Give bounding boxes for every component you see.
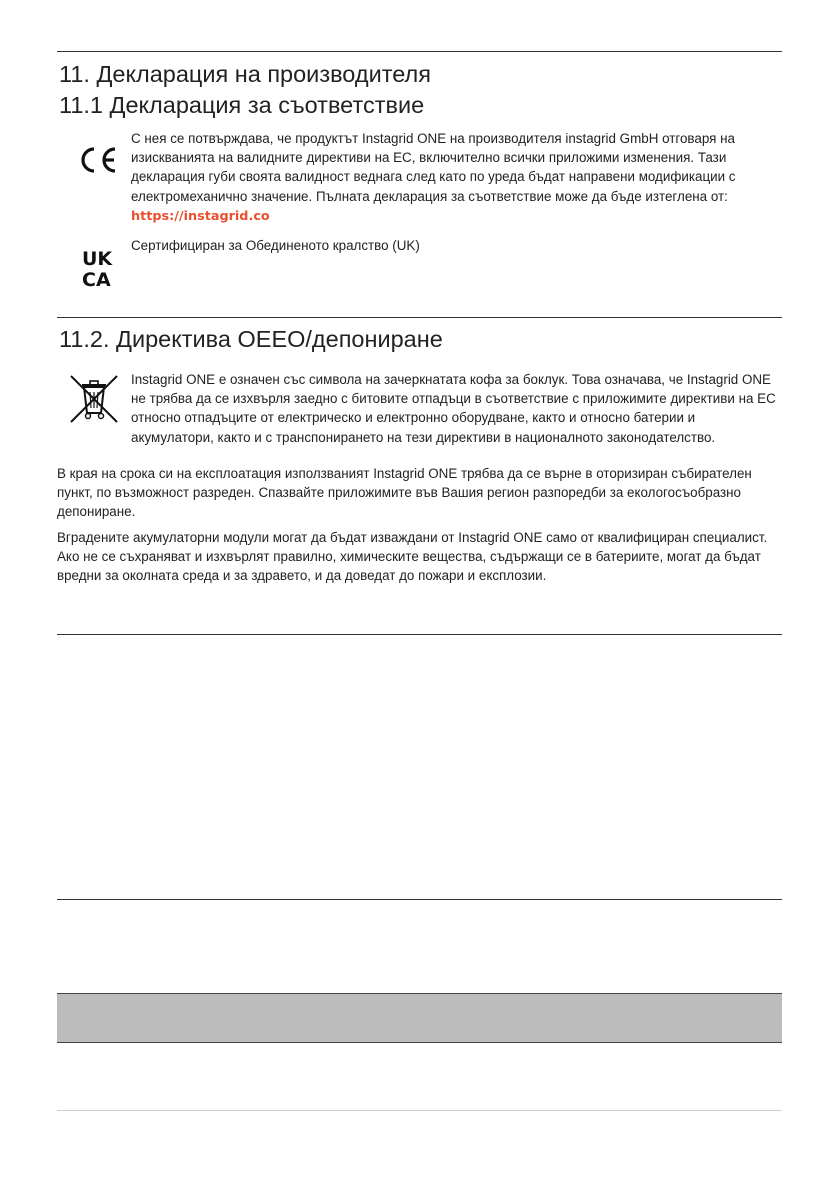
declaration-link[interactable]: https://instagrid.co (131, 208, 270, 224)
grey-band (57, 993, 782, 1043)
disposal-paragraph: В края на срока си на експлоатация използваният Instagrid ONE трябва да се върне в оторизиран събирателен пункт, по възможност разреден. Спазвайте приложимите във Вашия регион разпоредби за екологосъобразно депониране. (57, 466, 752, 520)
ce-mark-icon (77, 145, 119, 175)
top-divider (57, 51, 782, 52)
divider-1 (57, 634, 782, 635)
ce-declaration-text: С нея се потвърждава, че продуктът Instagrid ONE на производителя instagrid GmbH отговаря на изискванията на валидните директиви на ЕС, включително всички приложими изменения. Тази декларация губи своята валидност веднага след като по уреда бъдат направени модификации с електромеханично значение. Пълната декларация за съответствие може да бъде изтеглена от: https://instagrid.co (131, 131, 736, 224)
ukca-logo-bottom: CA (82, 269, 111, 289)
ukca-text: Сертифициран за Обединеното кралство (UK) (131, 238, 420, 253)
battery-paragraph: Вградените акумулаторни модули могат да бъдат изваждани от Instagrid ONE само от квалифициран специалист. Ако не се съхраняват и изхвърлят правилно, химическите вещества, съдържащи се в батериите, могат да бъдат вредни за околната среда и за здравето, и да доведат до пожари и експлозии. (57, 530, 768, 584)
ukca-logo (82, 247, 124, 289)
weee-section-title: 11.2. Директива ОЕЕО/депониране (59, 326, 443, 352)
section-divider (57, 317, 782, 318)
subsection-title: 11.1 Декларация за съответствие (59, 92, 425, 118)
section-title: 11. Декларация на производителя (59, 61, 431, 87)
weee-text: Instagrid ONE е означен със символа на зачеркнатата кофа за боклук. Това означава, че Instagrid ONE не трябва да се изхвърля заедно с битовите отпадъци в съответствие с приложимите директиви на ЕС относно отпадъците от електрическо и електронно оборудване, както и относно батерии и акумулатори, както и с транспонирането на тези директиви в националното законодателство. (131, 372, 776, 445)
ukca-logo-top: UK (82, 248, 113, 270)
divider-2 (57, 899, 782, 900)
crossed-out-bin-icon (68, 373, 120, 425)
footer-divider (57, 1110, 782, 1111)
ukca-mark-icon (82, 247, 124, 294)
